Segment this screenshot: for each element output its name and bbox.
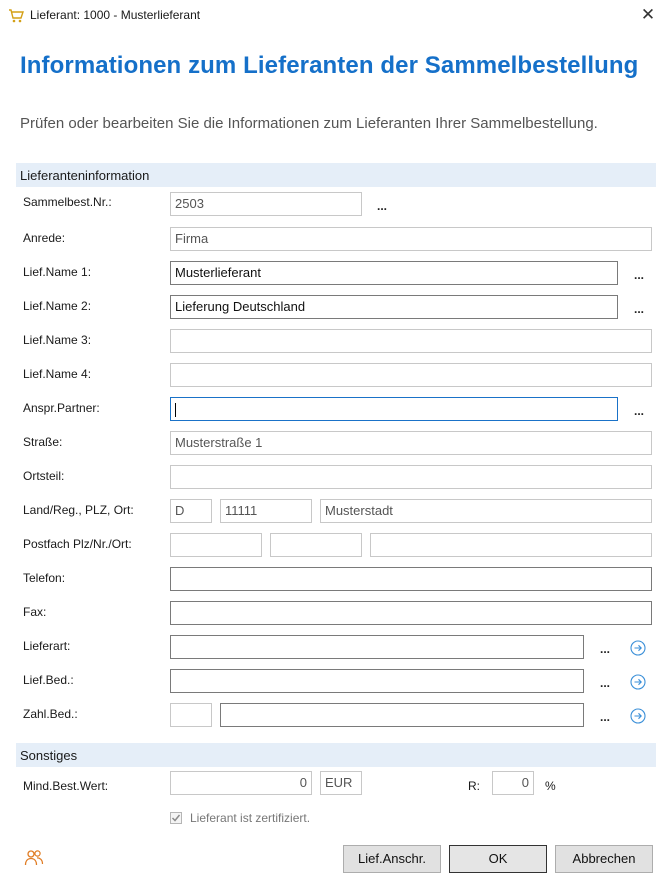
liefbed-field[interactable] (170, 669, 584, 693)
liefbed-browse-button[interactable]: ... (600, 676, 611, 690)
label-name1: Lief.Name 1: (23, 265, 92, 279)
name3-field[interactable] (170, 329, 652, 353)
currency-field[interactable]: EUR (320, 771, 362, 795)
label-land: Land/Reg., PLZ, Ort: (23, 503, 134, 517)
cancel-button[interactable]: Abbrechen (555, 845, 653, 873)
telefon-field[interactable] (170, 567, 652, 591)
sammelbest-field[interactable]: 2503 (170, 192, 362, 216)
arrow-right-circle-icon[interactable] (630, 708, 646, 724)
ort-field[interactable]: Musterstadt (320, 499, 652, 523)
shopping-cart-icon (8, 9, 24, 23)
text-caret (175, 403, 176, 417)
postfach-plz-field[interactable] (170, 533, 262, 557)
label-liefbed: Lief.Bed.: (23, 673, 74, 687)
label-lieferart: Lieferart: (23, 639, 71, 653)
label-ortsteil: Ortsteil: (23, 469, 65, 483)
label-r: R: (468, 779, 480, 793)
label-name2: Lief.Name 2: (23, 299, 92, 313)
name2-browse-button[interactable]: ... (634, 302, 645, 316)
label-zahlbed: Zahl.Bed.: (23, 707, 78, 721)
lieferart-field[interactable] (170, 635, 584, 659)
users-icon[interactable] (24, 849, 44, 867)
label-anrede: Anrede: (23, 231, 66, 245)
label-postfach: Postfach Plz/Nr./Ort: (23, 537, 132, 551)
strasse-field[interactable]: Musterstraße 1 (170, 431, 652, 455)
label-name3: Lief.Name 3: (23, 333, 92, 347)
label-partner: Anspr.Partner: (23, 401, 100, 415)
page-subtitle: Prüfen oder bearbeiten Sie die Informationen zum Lieferanten Ihrer Sammelbestellung. (20, 115, 598, 132)
lieferart-browse-button[interactable]: ... (600, 642, 611, 656)
label-sammelbest: Sammelbest.Nr.: (23, 195, 112, 209)
ortsteil-field[interactable] (170, 465, 652, 489)
page-title: Informationen zum Lieferanten der Sammelbestellung (20, 52, 639, 79)
certified-checkbox-label: Lieferant ist zertifiziert. (190, 811, 311, 825)
zahlbed-browse-button[interactable]: ... (600, 710, 611, 724)
land-field[interactable]: D (170, 499, 212, 523)
anrede-field[interactable]: Firma (170, 227, 652, 251)
close-icon[interactable]: ✕ (640, 5, 656, 24)
postfach-nr-field[interactable] (270, 533, 362, 557)
label-percent: % (545, 779, 556, 793)
zahlbed-code-field[interactable] (170, 703, 212, 727)
checkmark-icon (171, 813, 181, 823)
label-telefon: Telefon: (23, 571, 66, 585)
arrow-right-circle-icon[interactable] (630, 640, 646, 656)
certified-checkbox[interactable] (170, 812, 182, 824)
name1-browse-button[interactable]: ... (634, 268, 645, 282)
fax-field[interactable] (170, 601, 652, 625)
zahlbed-text-field[interactable] (220, 703, 584, 727)
sammelbest-browse-button[interactable]: ... (377, 199, 388, 213)
label-strasse: Straße: (23, 435, 63, 449)
partner-browse-button[interactable]: ... (634, 404, 645, 418)
lief-anschr-button[interactable]: Lief.Anschr. (343, 845, 441, 873)
label-mindbest: Mind.Best.Wert: (23, 779, 109, 793)
window-title: Lieferant: 1000 - Musterlieferant (30, 8, 201, 22)
partner-field[interactable] (170, 397, 618, 421)
arrow-right-circle-icon[interactable] (630, 674, 646, 690)
label-name4: Lief.Name 4: (23, 367, 92, 381)
mindbest-field[interactable]: 0 (170, 771, 312, 795)
name2-field[interactable]: Lieferung Deutschland (170, 295, 618, 319)
label-fax: Fax: (23, 605, 47, 619)
plz-field[interactable]: 11111 (220, 499, 312, 523)
name4-field[interactable] (170, 363, 652, 387)
section-header-other: Sonstiges (16, 743, 656, 767)
name1-field[interactable]: Musterlieferant (170, 261, 618, 285)
postfach-ort-field[interactable] (370, 533, 652, 557)
section-header-info: Lieferanteninformation (16, 163, 656, 187)
r-field[interactable]: 0 (492, 771, 534, 795)
ok-button[interactable]: OK (449, 845, 547, 873)
